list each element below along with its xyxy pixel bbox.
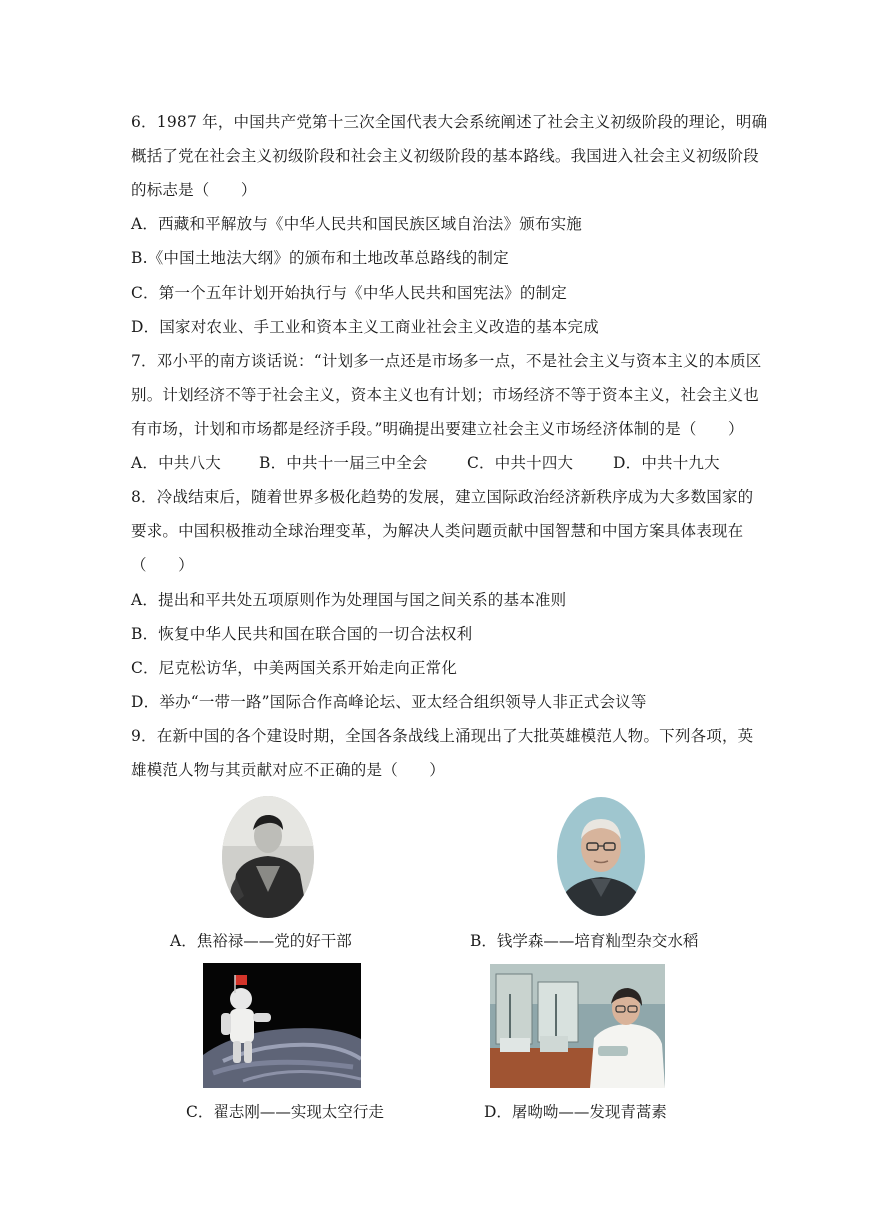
q8-option-b: B．恢复中华人民共和国在联合国的一切合法权利 (131, 625, 473, 643)
caption-c: C．翟志刚——实现太空行走 (186, 1103, 384, 1121)
caption-a: A．焦裕禄——党的好干部 (170, 932, 352, 950)
q7-options-row (131, 452, 741, 474)
q7-option-d: D．中共十九大 (613, 454, 720, 472)
q8-option-a: A．提出和平共处五项原则作为处理国与国之间关系的基本准则 (131, 591, 567, 609)
q8-option-c: C．尼克松访华，中美两国关系开始走向正常化 (131, 659, 458, 677)
q6-option-c: C．第一个五年计划开始执行与《中华人民共和国宪法》的制定 (131, 284, 567, 302)
q6-line-3: 的标志是（ ） (131, 181, 257, 199)
q7-line-1: 7．邓小平的南方谈话说：“计划多一点还是市场多一点，不是社会主义与资本主义的本质区 (131, 352, 762, 370)
q8-option-d: D．举办“一带一路”国际合作高峰论坛、亚太经合组织领导人非正式会议等 (131, 693, 647, 711)
q8-line-2: 要求。中国积极推动全球治理变革，为解决人类问题贡献中国智慧和中国方案具体表现在 (131, 522, 744, 540)
q7-option-a: A．中共八大 (131, 454, 221, 472)
q6-option-d: D．国家对农业、手工业和资本主义工商业社会主义改造的基本完成 (131, 318, 599, 336)
q9-line-2: 雄模范人物与其贡献对应不正确的是（ ） (131, 761, 446, 779)
photo-qian-xuesen (557, 797, 645, 916)
caption-b: B．钱学森——培育籼型杂交水稻 (470, 932, 699, 950)
q6-line-1: 6．1987 年，中国共产党第十三次全国代表大会系统阐述了社会主义初级阶段的理论，明确 (131, 113, 768, 131)
q6-option-b: B.《中国土地法大纲》的颁布和土地改革总路线的制定 (131, 249, 509, 267)
q7-line-3: 有市场，计划和市场都是经济手段。”明确提出要建立社会主义市场经济体制的是（ ） (131, 420, 744, 438)
photo-jiao-yulu (222, 796, 314, 918)
q9-line-1: 9．在新中国的各个建设时期，全国各条战线上涌现出了大批英雄模范人物。下列各项，英 (131, 727, 754, 745)
q7-line-2: 别。计划经济不等于社会主义，资本主义也有计划；市场经济不等于资本主义，社会主义也 (131, 386, 760, 404)
q8-line-1: 8．冷战结束后，随着世界多极化趋势的发展，建立国际政治经济新秩序成为大多数国家的 (131, 488, 754, 506)
caption-d: D．屠呦呦——发现青蒿素 (484, 1103, 667, 1121)
q6-line-2: 概括了党在社会主义初级阶段和社会主义初级阶段的基本路线。我国进入社会主义初级阶段 (131, 147, 760, 165)
q7-option-b: B．中共十一届三中全会 (259, 454, 428, 472)
photo-zhai-zhigang (203, 963, 361, 1088)
q7-option-c: C．中共十四大 (467, 454, 574, 472)
q6-option-a: A．西藏和平解放与《中华人民共和国民族区域自治法》颁布实施 (131, 215, 582, 233)
photo-tu-youyou (490, 964, 665, 1088)
q8-line-3: （ ） (131, 556, 194, 574)
